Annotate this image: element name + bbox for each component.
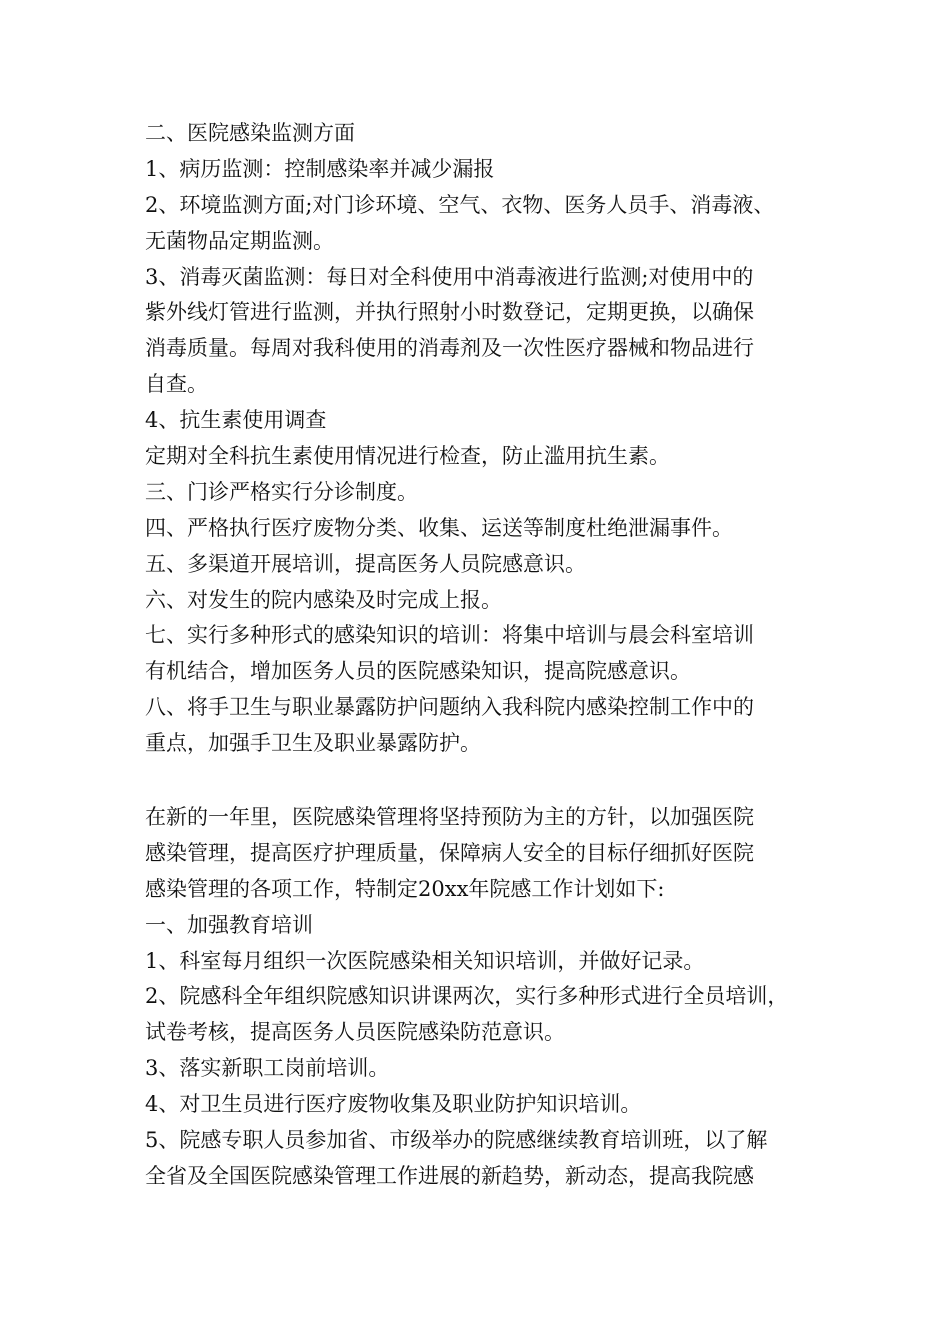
text-line: 1、科室每月组织一次医院感染相关知识培训，并做好记录。 <box>145 948 705 973</box>
section-monitoring <box>145 116 815 762</box>
text-line: 重点，加强手卫生及职业暴露防护。 <box>145 731 481 756</box>
text-line: 3、消毒灭菌监测：每日对全科使用中消毒液进行监测;对使用中的 <box>145 264 754 289</box>
heading-knowledge-training: 七、实行多种形式的感染知识的培训：将集中培训与晨会科室培训 <box>145 623 754 648</box>
document-body <box>145 116 815 1195</box>
intro-line: 感染管理，提高医疗护理质量，保障病人安全的目标仔细抓好医院 <box>145 840 754 865</box>
text-line: 2、院感科全年组织院感知识讲课两次，实行多种形式进行全员培训， <box>145 984 789 1009</box>
intro-line: 在新的一年里，医院感染管理将坚持预防为主的方针，以加强医院 <box>145 805 754 830</box>
text-line: 5、院感专职人员参加省、市级举办的院感继续教育培训班，以了解 <box>145 1128 768 1153</box>
heading-infection-monitoring: 二、医院感染监测方面 <box>145 121 355 145</box>
text-line: 全省及全国医院感染管理工作进展的新趋势，新动态，提高我院感 <box>145 1163 754 1188</box>
heading-hand-hygiene: 八、将手卫生与职业暴露防护问题纳入我科院内感染控制工作中的 <box>145 695 754 720</box>
text-line: 定期对全科抗生素使用情况进行检查，防止滥用抗生素。 <box>145 444 670 469</box>
text-line: 有机结合，增加医务人员的医院感染知识，提高院感意识。 <box>145 659 691 684</box>
text-line: 紫外线灯管进行监测，并执行照射小时数登记，定期更换，以确保 <box>145 300 754 325</box>
section-annual-plan <box>145 800 815 1195</box>
text-line: 3、落实新职工岗前培训。 <box>145 1056 390 1081</box>
text-line: 1、病历监测：控制感染率并减少漏报 <box>145 156 495 181</box>
heading-reporting: 六、对发生的院内感染及时完成上报。 <box>145 587 502 612</box>
text-line: 自查。 <box>145 372 208 397</box>
text-line: 无菌物品定期监测。 <box>145 228 334 253</box>
intro-line: 感染管理的各项工作，特制定20xx年院感工作计划如下: <box>145 876 665 901</box>
text-line: 4、抗生素使用调查 <box>145 408 327 433</box>
heading-training-channels: 五、多渠道开展培训，提高医务人员院感意识。 <box>145 551 586 576</box>
text-line: 2、环境监测方面;对门诊环境、空气、衣物、医务人员手、消毒液、 <box>145 192 775 217</box>
heading-triage: 三、门诊严格实行分诊制度。 <box>145 479 418 504</box>
heading-education-training: 一、加强教育培训 <box>145 912 313 937</box>
paragraph-gap <box>145 762 815 800</box>
heading-medical-waste: 四、严格执行医疗废物分类、收集、运送等制度杜绝泄漏事件。 <box>145 515 733 540</box>
text-line: 消毒质量。每周对我科使用的消毒剂及一次性医疗器械和物品进行 <box>145 336 754 361</box>
text-line: 4、对卫生员进行医疗废物收集及职业防护知识培训。 <box>145 1092 642 1117</box>
text-line: 试卷考核，提高医务人员医院感染防范意识。 <box>145 1020 565 1045</box>
